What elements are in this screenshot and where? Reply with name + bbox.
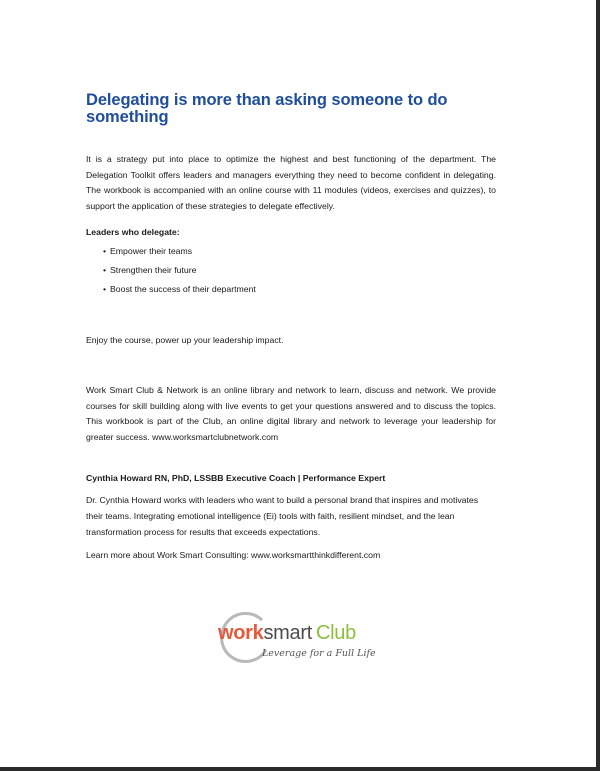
logo-work: work xyxy=(218,622,264,644)
logo-smart: smart xyxy=(263,622,312,644)
club-paragraph: Work Smart Club & Network is an online library and network to learn, discuss and network. We provide courses for skill building along with live events to get your questions answered and to discuss the topics. This workbook is part of the Club, an online digital library and network to leverage your leadership for greater success. www.worksmartclubnetwork.com xyxy=(86,384,496,442)
worksmart-club-logo xyxy=(216,610,376,668)
list-item: • Strengthen their future xyxy=(103,261,496,280)
author-line: Cynthia Howard RN, PhD, LSSBB Executive Coach | Performance Expert xyxy=(86,473,386,484)
logo-wordmark xyxy=(218,622,356,644)
page-shadow-bottom xyxy=(0,767,600,771)
logo-club: Club xyxy=(316,622,356,644)
page-title: Delegating is more than asking someone to do something xyxy=(86,91,448,126)
bio-paragraph: Dr. Cynthia Howard works with leaders who want to build a personal brand that inspires and motivates their teams. Integrating emotional intelligence (Ei) tools with faith, resilient mindset, and the lean transformation process for results that exceeds expectations. xyxy=(86,495,479,537)
leaders-heading: Leaders who delegate: xyxy=(86,227,180,238)
bullet-list xyxy=(86,242,496,299)
learn-more-line: Learn more about Work Smart Consulting: www.worksmartthinkdifferent.com xyxy=(86,550,381,561)
bullet-icon: • xyxy=(103,284,107,295)
enjoy-line: Enjoy the course, power up your leadership impact. xyxy=(86,335,284,346)
page-shadow-right xyxy=(596,0,600,771)
logo-tagline: Leverage for a Full Life xyxy=(262,648,376,659)
list-item: • Boost the success of their department xyxy=(103,280,496,299)
bullet-icon: • xyxy=(103,265,107,276)
bullet-icon: • xyxy=(103,246,107,257)
list-item: • Empower their teams xyxy=(103,242,496,261)
intro-paragraph: It is a strategy put into place to optimize the highest and best functioning of the department. The Delegation Toolkit offers leaders and managers everything they need to become confident in delegating. The workbook is accompanied with an online course with 11 modules (videos, exercises and quizzes), to support the application of these strategies to delegate effectively. xyxy=(86,154,496,211)
document-page xyxy=(86,92,496,564)
